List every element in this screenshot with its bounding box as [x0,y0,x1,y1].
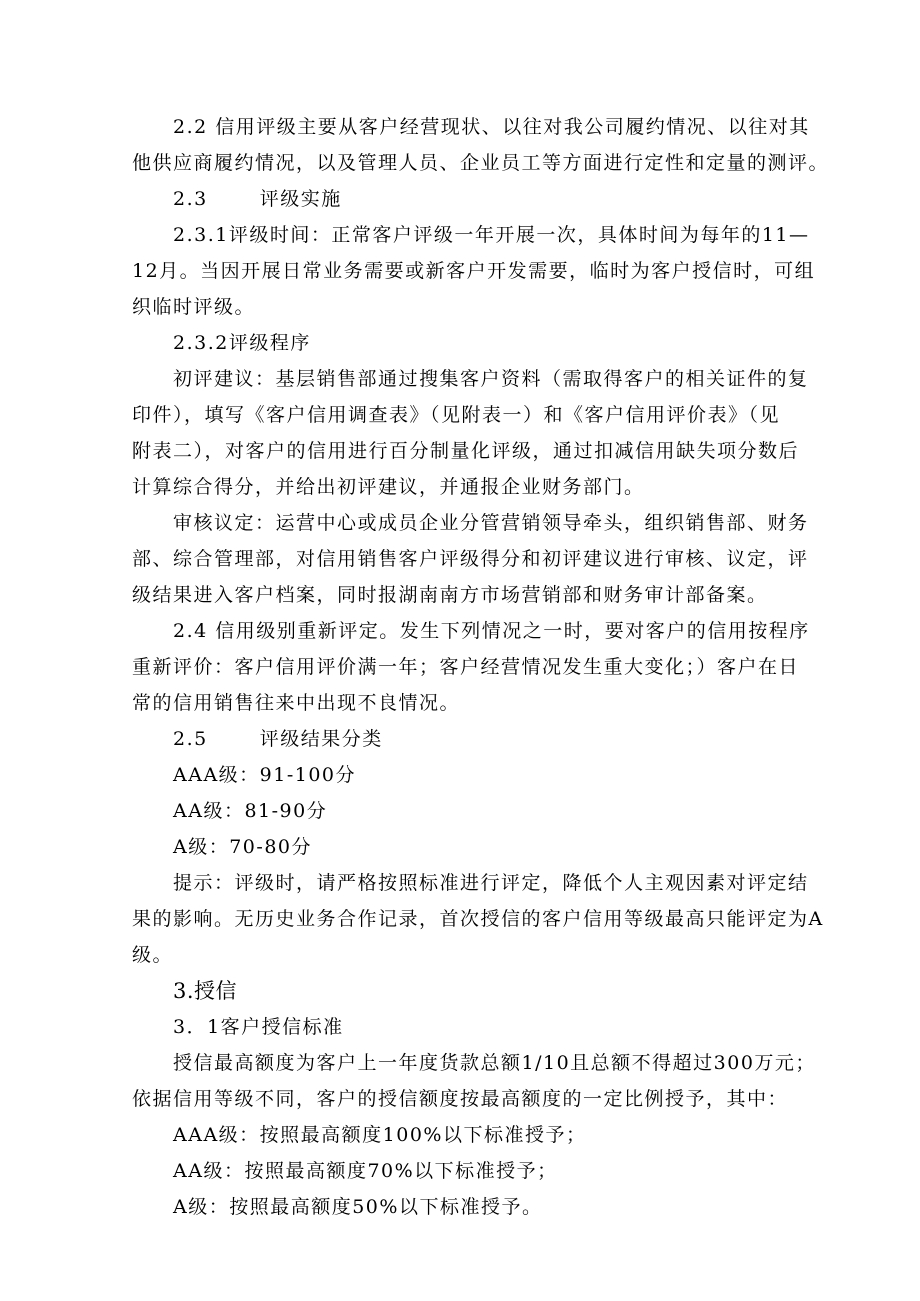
initial-review-line-2: 印件），填写《客户信用调查表》（见附表一）和《客户信用评价表》（见 [132,404,781,426]
section-2-3-heading [173,186,342,212]
section-2-2-line-2: 他供应商履约情况，以及管理人员、企业员工等方面进行定性和定量的测评。 [132,152,830,174]
tip-line-1: 提示：评级时，请严格按照标准进行评定，降低个人主观因素对评定结 [173,872,809,894]
section-2-5-title: 评级结果分类 [259,728,383,750]
quota-aaa: AAA级：按照最高额度100%以下标准授予； [173,1124,587,1146]
initial-review-line-3: 附表二），对客户的信用进行百分制量化评级，通过扣减信用缺失项分数后 [132,440,800,462]
section-2-4-line-1: 2.4 信用级别重新评定。发生下列情况之一时，要对客户的信用按程序 [173,620,810,642]
grade-a: A级：70-80分 [173,836,312,858]
section-2-3-number: 2.3 [173,188,208,210]
section-2-3-title: 评级实施 [259,188,342,210]
approval-line-1: 审核议定：运营中心或成员企业分管营销领导牵头，组织销售部、财务 [173,512,809,534]
section-2-2-line-1: 2.2 信用评级主要从客户经营现状、以往对我公司履约情况、以往对其 [173,116,810,138]
section-2-5-number: 2.5 [173,728,208,750]
section-2-4-line-3: 常的信用销售往来中出现不良情况。 [132,692,461,714]
section-2-5-heading [173,726,383,752]
initial-review-line-1: 初评建议：基层销售部通过搜集客户资料（需取得客户的相关证件的复 [173,368,809,390]
tip-line-3: 级。 [132,944,174,966]
section-2-3-1-line-2: 12月。当因开展日常业务需要或新客户开发需要，临时为客户授信时，可组 [132,260,816,282]
section-2-4-line-2: 重新评价：客户信用评价满一年；客户经营情况发生重大变化；）客户在日 [132,656,800,678]
approval-line-2: 部、综合管理部，对信用销售客户评级得分和初评建议进行审核、议定，评 [132,548,809,570]
quota-a: A级：按照最高额度50%以下标准授予。 [173,1196,543,1218]
initial-review-line-4: 计算综合得分，并给出初评建议，并通报企业财务部门。 [132,476,645,498]
tip-line-2: 果的影响。无历史业务合作记录，首次授信的客户信用等级最高只能评定为A [132,908,824,930]
section-2-3-1-line-3: 织临时评级。 [132,296,256,318]
credit-limit-line-2: 依据信用等级不同，客户的授信额度按最高额度的一定比例授予，其中： [132,1088,789,1110]
approval-line-3: 级结果进入客户档案，同时报湖南南方市场营销部和财务审计部备案。 [132,584,768,606]
credit-limit-line-1: 授信最高额度为客户上一年度货款总额1/10且总额不得超过300万元； [173,1052,816,1074]
grade-aa: AA级：81-90分 [173,800,328,822]
section-3-heading: 3.授信 [173,979,238,1003]
quota-aa: AA级：按照最高额度70%以下标准授予； [173,1160,558,1182]
section-3-1-heading: 3．1客户授信标准 [173,1016,344,1038]
section-2-3-1-line-1: 2.3.1评级时间：正常客户评级一年开展一次，具体时间为每年的11— [173,224,810,246]
grade-aaa: AAA级：91-100分 [173,764,357,786]
section-2-3-2-heading: 2.3.2评级程序 [173,332,311,354]
